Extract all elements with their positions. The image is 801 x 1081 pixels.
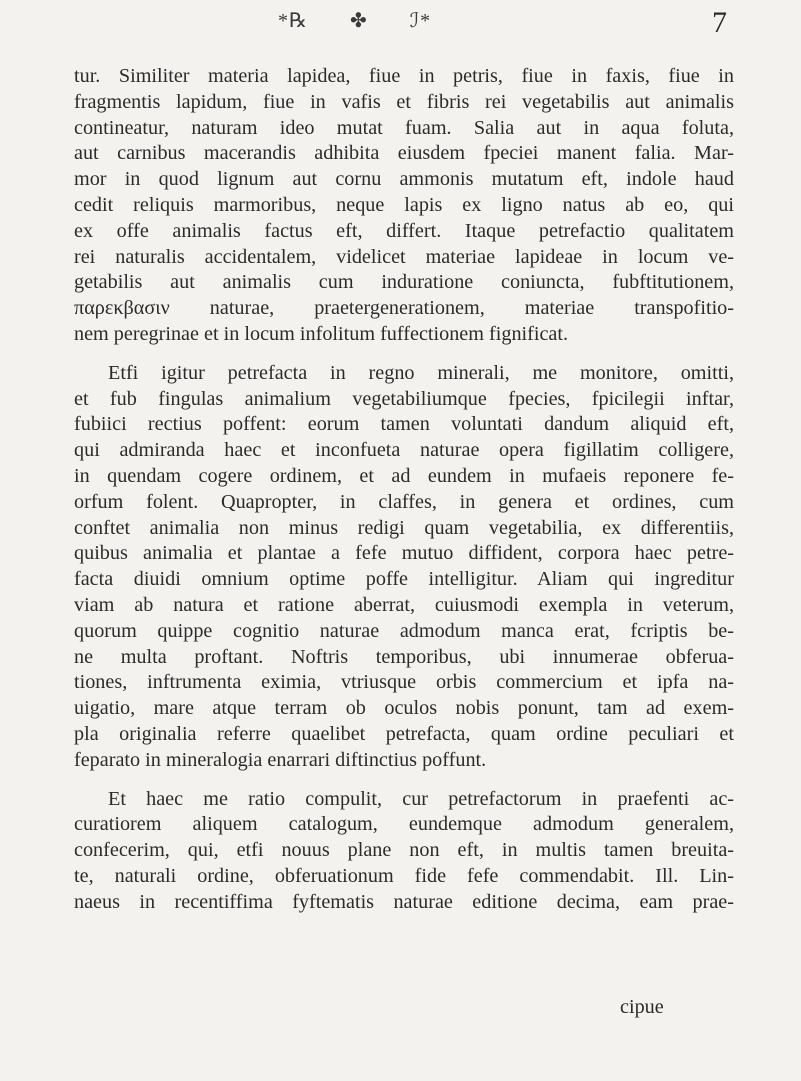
text-line: tiones, inftrumenta eximia, vtriusque orbis commercium et ipfa na- bbox=[74, 671, 734, 694]
header-ornaments bbox=[278, 8, 431, 33]
text-line: in quendam cogere ordinem, et ad eundem in mufaeis reponere fe- bbox=[74, 464, 734, 487]
text-line: tur. Similiter materia lapidea, fiue in petris, fiue in faxis, fiue in bbox=[74, 65, 734, 87]
text-line: fragmentis lapidum, fiue in vafis et fibris rei vegetabilis aut animalis bbox=[74, 90, 734, 113]
text-line: rei naturalis accidentalem, videlicet materiae lapideae in locum ve- bbox=[74, 245, 734, 268]
text-line: curatiorem aliquem catalogum, eundemque admodum generalem, bbox=[74, 813, 734, 836]
text-line: Et haec me ratio compulit, cur petrefactorum in praefenti ac- bbox=[108, 787, 734, 810]
text-line: qui admiranda haec et inconfueta naturae opera figillatim colligere, bbox=[74, 439, 734, 462]
text-line: nem peregrinae et in locum infolitum fuffectionem fignificat. bbox=[74, 322, 569, 345]
text-line: conftet animalia non minus redigi quam vegetabilia, ex differentiis, bbox=[74, 516, 734, 539]
text-line: feparato in mineralogia enarrari diftinctius poffunt. bbox=[74, 748, 487, 771]
text-line: cedit reliquis marmoribus, neque lapis ex ligno natus ab eo, qui bbox=[74, 193, 734, 216]
ornament-right: ℐ* bbox=[409, 10, 432, 32]
text-line: fubiici rectius poffent: eorum tamen voluntati dandum aliquid eft, bbox=[74, 413, 734, 436]
text-line: aut carnibus macerandis adhibita eiusdem fpeciei manent falia. Mar- bbox=[74, 142, 734, 165]
page-number: 7 bbox=[712, 6, 727, 39]
text-line: ex offe animalis factus eft, differt. Itaque petrefactio qualitatem bbox=[74, 219, 734, 242]
text-line: te, naturali ordine, obferuationum fide fefe commendabit. Ill. Lin- bbox=[74, 864, 734, 887]
text-line: contineatur, naturam ideo mutat fuam. Salia aut in aqua foluta, bbox=[74, 116, 734, 139]
text-line: naeus in recentiffima fyftematis naturae editione decima, eam prae- bbox=[74, 890, 734, 913]
ornament-left: *℞ bbox=[278, 10, 308, 32]
page-header bbox=[0, 6, 801, 66]
text-line: et fub fingulas animalium vegetabiliumque fpecies, fpicilegii inftar, bbox=[74, 387, 734, 410]
paragraph-1 bbox=[74, 64, 734, 348]
text-line: quorum quippe cognitio naturae admodum manca erat, fcriptis be- bbox=[74, 619, 734, 642]
catchword: cipue bbox=[620, 996, 664, 1018]
text-line: Etfi igitur petrefacta in regno minerali, me monitore, omitti, bbox=[108, 361, 734, 384]
text-line: παρεκβασιν naturae, praetergenerationem, materiae transpofitio- bbox=[74, 297, 734, 320]
text-line: mor in quod lignum aut cornu ammonis mutatum eft, indole haud bbox=[74, 168, 734, 191]
body-text bbox=[74, 64, 734, 916]
text-line: pla originalia referre quaelibet petrefacta, quam ordine peculiari et bbox=[74, 722, 734, 745]
text-line: quibus animalia et plantae a fefe mutuo diffident, corpora haec petre- bbox=[74, 542, 734, 565]
text-line: confecerim, qui, etfi nouus plane non eft, in multis tamen breuita- bbox=[74, 839, 734, 862]
text-line: getabilis aut animalis cum induratione coniuncta, fubftitutionem, bbox=[74, 271, 734, 294]
paragraph-2 bbox=[74, 361, 734, 774]
text-line: orfum folent. Quapropter, in claffes, in genera et ordines, cum bbox=[74, 490, 734, 513]
text-line: uigatio, mare atque terram ob oculos nobis ponunt, tam ad exem- bbox=[74, 697, 734, 720]
paragraph-3 bbox=[74, 787, 734, 916]
ornament-center: ✤ bbox=[349, 10, 368, 32]
text-line: facta diuidi omnium optime poffe intelligitur. Aliam qui ingreditur bbox=[74, 568, 734, 591]
text-line: viam ab natura et ratione aberrat, cuiusmodi exempla in veterum, bbox=[74, 593, 734, 616]
text-line: ne multa proftant. Noftris temporibus, ubi innumerae obferua- bbox=[74, 645, 734, 668]
